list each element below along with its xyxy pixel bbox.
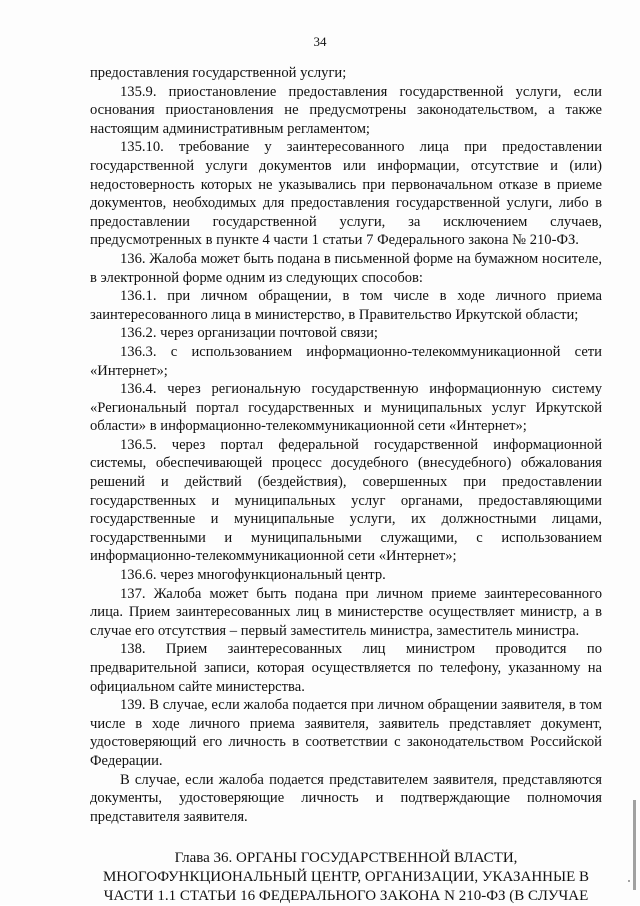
paragraph-137: 137. Жалоба может быть подана при личном приеме заинтересованного лица. Прием заинтересованных лиц в министерстве осуществляет министр, а в случае его отсутствия – первый заместитель министра, заместитель министра. [90, 585, 602, 639]
scan-edge-mark [633, 800, 636, 890]
paragraph-136: 136. Жалоба может быть подана в письменной форме на бумажном носителе, в электронной форме одним из следующих способов: [90, 250, 602, 286]
paragraph-139-representative: В случае, если жалоба подается представителем заявителя, представляются документы, удостоверяющие личность и подтверждающие полномочия представителя заявителя. [90, 771, 602, 825]
paragraph-136-5: 136.5. через портал федеральной государственной информационной системы, обеспечивающей процесс досудебного (внесудебного) обжалования решений и действий (бездействия), совершенных при предоставлении государственных и муниципальных услуг органами, предоставляющими государственные и муниципальные услуги, их должностными лицами, государственными и муниципальными служащими, с использованием информационно-телекоммуникационной сети «Интернет»; [90, 436, 602, 565]
paragraph-138: 138. Прием заинтересованных лиц министром проводится по предварительной записи, которая осуществляется по телефону, указанному на официальном сайте министерства. [90, 641, 602, 695]
paragraph-136-2: 136.2. через организации почтовой связи; [120, 325, 378, 342]
page-number: 34 [313, 34, 327, 49]
paragraph-136-4: 136.4. через региональную государственную информационную систему «Региональный портал государственных и муниципальных услуг Иркутской области» в информационно-телекоммуникационной сети «Интернет»; [90, 381, 602, 435]
paragraph-continuation: предоставления государственной услуги; [90, 65, 347, 81]
paragraph-136-3: 136.3. с использованием информационно-телекоммуникационной сети «Интернет»; [90, 343, 602, 379]
paragraph-135-10: 135.10. требование у заинтересованного лица при предоставлении государственной услуги документов или информации, отсутствие и (или) недостоверность которых не указывались при первоначальном отказе в приеме документов, необходимых для предоставления государственной услуги, либо в предоставлении государственной услуги, за исключением случаев, предусмотренных в пункте 4 части 1 статьи 7 Федерального закона № 210-ФЗ. [90, 139, 602, 249]
document-body [90, 64, 602, 906]
paragraph-135-9: 135.9. приостановление предоставления государственной услуги, если основания приостановления не предусмотрены законодательством, а также настоящим административным регламентом; [90, 83, 602, 137]
scan-speck [628, 880, 630, 882]
chapter-heading: Глава 36. ОРГАНЫ ГОСУДАРСТВЕННОЙ ВЛАСТИ, МНОГОФУНКЦИОНАЛЬНЫЙ ЦЕНТР, ОРГАНИЗАЦИИ, УКАЗАННЫЕ В ЧАСТИ 1.1 СТАТЬИ 16 ФЕДЕРАЛЬНОГО ЗАКОНА N 210-ФЗ (В СЛУЧАЕ [102, 850, 590, 905]
paragraph-136-1: 136.1. при личном обращении, в том числе в ходе личного приема заинтересованного лица в министерство, в Правительство Иркутской области; [90, 288, 602, 323]
paragraph-136-6: 136.6. через многофункциональный центр. [120, 567, 386, 584]
paragraph-139: 139. В случае, если жалоба подается при личном обращении заявителя, в том числе в ходе личного приема заявителя, заявитель представляет документ, удостоверяющий его личность в соответствии с законодательством Российской Федерации. [90, 697, 602, 769]
